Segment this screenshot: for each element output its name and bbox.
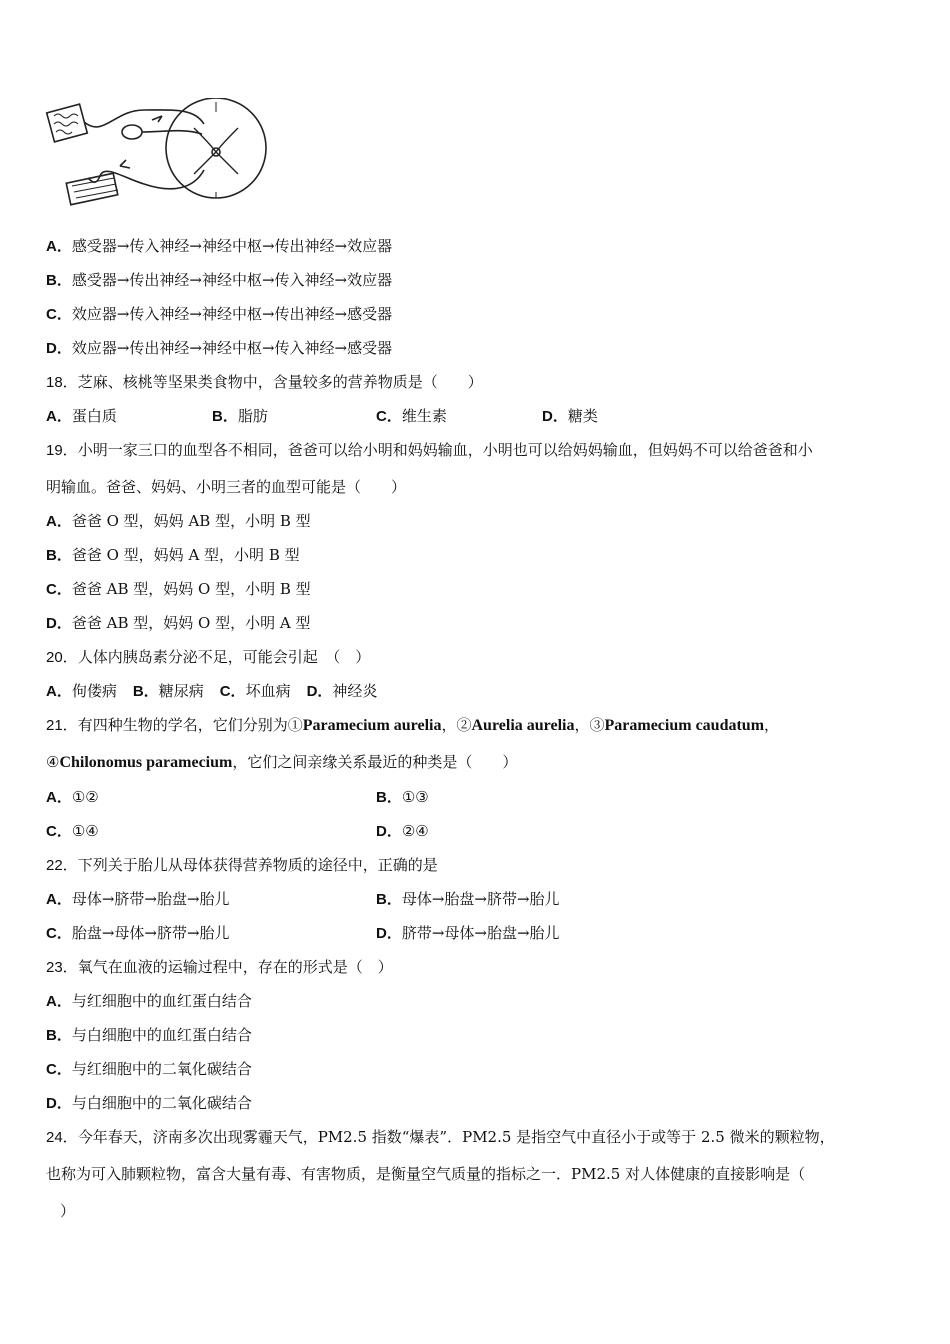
- q19-stem-line1: 19．小明一家三口的血型各不相同，爸爸可以给小明和妈妈输血，小明也可以给妈妈输血，但妈妈不可以给爸爸和小: [46, 441, 813, 459]
- q17-option-a: A．感受器→传入神经→神经中枢→传出神经→效应器: [46, 237, 393, 255]
- q19-stem-line2: 明输血。爸爸、妈妈、小明三者的血型可能是（ ）: [46, 478, 407, 496]
- q22-option-row2: [46, 923, 560, 943]
- q21-option-row1: [46, 787, 429, 807]
- q22-stem: 22．下列关于胎儿从母体获得营养物质的途径中，正确的是: [46, 856, 438, 874]
- q20-option-b: B．糖尿病: [132, 682, 204, 700]
- q18-stem: 18．芝麻、核桃等坚果类食物中，含量较多的营养物质是（ ）: [46, 373, 483, 391]
- q21-option-a: A．①②: [46, 788, 99, 806]
- q23-stem: 23．氧气在血液的运输过程中，存在的形式是（ ）: [46, 958, 393, 976]
- q22-option-a: A．母体→脐带→胎盘→胎儿: [46, 890, 230, 908]
- q23-option-a: A．与红细胞中的血红蛋白结合: [46, 992, 252, 1010]
- q23-option-b: B．与白细胞中的血红蛋白结合: [46, 1026, 252, 1044]
- reflex-arc-figure: [44, 98, 270, 216]
- q21-stem-line2: ④Chilonomus paramecium，它们之间亲缘关系最近的种类是（ ）: [46, 753, 518, 771]
- q24-stem-line3: ）: [60, 1202, 76, 1220]
- q22-option-d: D．脐带→母体→胎盘→胎儿: [376, 924, 560, 942]
- q21-stem-line1: 21．有四种生物的学名，它们分别为①Paramecium aurelia，②Aurelia aurelia，③Paramecium caudatum，: [46, 716, 780, 734]
- q21-option-c: C．①④: [46, 822, 99, 840]
- q19-option-c: C．爸爸 AB 型，妈妈 O 型，小明 B 型: [46, 580, 311, 598]
- q19-option-a: A．爸爸 O 型，妈妈 AB 型，小明 B 型: [46, 512, 311, 530]
- q17-option-b: B．感受器→传出神经→神经中枢→传入神经→效应器: [46, 271, 393, 289]
- q19-option-b: B．爸爸 O 型，妈妈 A 型，小明 B 型: [46, 546, 300, 564]
- q22-option-c: C．胎盘→母体→脐带→胎儿: [46, 924, 230, 942]
- q24-stem-line1: 24．今年春天，济南多次出现雾霾天气，PM2.5 指数“爆表”．PM2.5 是指空气中直径小于或等于 2.5 微米的颗粒物，: [46, 1128, 835, 1146]
- q18-option-c: C．维生素: [376, 407, 447, 425]
- q22-option-b: B．母体→胎盘→脐带→胎儿: [376, 890, 560, 908]
- q18-option-a: A．蛋白质: [46, 407, 117, 425]
- q24-stem-line2: 也称为可入肺颗粒物，富含大量有毒、有害物质，是衡量空气质量的指标之一．PM2.5 对人体健康的直接影响是（: [46, 1165, 806, 1183]
- q19-option-d: D．爸爸 AB 型，妈妈 O 型，小明 A 型: [46, 614, 311, 632]
- q20-stem: 20．人体内胰岛素分泌不足，可能会引起 （ ）: [46, 648, 371, 666]
- q20-option-d: D．神经炎: [306, 682, 378, 700]
- q17-option-d: D．效应器→传出神经→神经中枢→传入神经→感受器: [46, 339, 393, 357]
- q18-option-d: D．糖类: [542, 407, 598, 425]
- q20-options: [46, 681, 393, 701]
- q21-option-b: B．①③: [376, 788, 429, 806]
- q22-option-row1: [46, 889, 560, 909]
- q20-option-c: C．坏血病: [219, 682, 291, 700]
- q17-option-c: C．效应器→传入神经→神经中枢→传出神经→感受器: [46, 305, 393, 323]
- q20-option-a: A．佝偻病: [46, 682, 117, 700]
- q21-option-d: D．②④: [376, 822, 429, 840]
- q23-option-d: D．与白细胞中的二氧化碳结合: [46, 1094, 252, 1112]
- q18-option-b: B．脂肪: [212, 407, 268, 425]
- q21-option-row2: [46, 821, 429, 841]
- q23-option-c: C．与红细胞中的二氧化碳结合: [46, 1060, 252, 1078]
